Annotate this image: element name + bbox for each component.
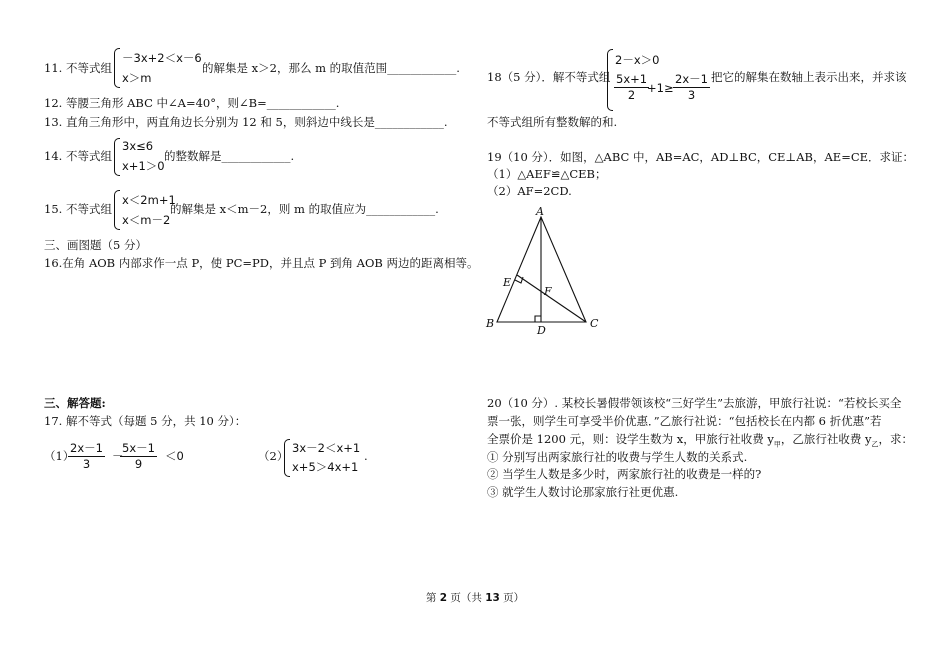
question-13: 13. 直角三角形中，两直角边长分别为 12 和 5，则斜边中线长是____________.	[44, 115, 448, 129]
q17-p2-row1: 3x－2＜x+1	[292, 441, 361, 455]
question-19-part2: （2）AF=2CD.	[487, 184, 572, 198]
q17-p1-fraction1	[68, 441, 105, 472]
q11-prefix: 11. 不等式组	[44, 61, 112, 75]
section-drawing-heading: 三、画图题（5 分）	[44, 238, 147, 252]
q18-row1: 2－x＞0	[615, 53, 660, 67]
q15-prefix: 15. 不等式组	[44, 202, 112, 216]
q18-fraction1	[614, 72, 649, 103]
q11-brace	[114, 48, 120, 88]
q18-prefix: 18（5 分）．解不等式组	[487, 70, 611, 84]
q17-p1-label: （1）	[44, 449, 75, 463]
q20-item1: ① 分别写出两家旅行社的收费与学生人数的关系式.	[487, 450, 748, 464]
q11-system	[114, 48, 204, 88]
question-12: 12. 等腰三角形 ABC 中∠A=40°，则∠B=____________.	[44, 96, 340, 110]
q11-row1: －3x+2＜x－6	[122, 51, 202, 65]
q14-brace	[114, 138, 120, 176]
q18-fraction1-numerator: 5x+1	[616, 72, 648, 86]
q17-p1-relation: ＜0	[165, 449, 184, 463]
q18-text: 把它的解集在数轴上表示出来，并求该	[711, 70, 907, 84]
q18-brace	[607, 49, 613, 111]
point-b-label: B	[486, 317, 495, 330]
q14-prefix: 14. 不等式组	[44, 149, 112, 163]
q14-row1: 3x≤6	[122, 139, 154, 153]
q15-brace	[114, 190, 120, 230]
q15-row1: x＜2m+1	[122, 193, 176, 207]
q17-p1-fraction2	[120, 441, 157, 472]
q17-p2-brace	[284, 439, 290, 477]
q14-text: 的整数解是____________.	[164, 149, 295, 163]
q20-line3: 全票价是 1200 元，则：设学生数为 x，甲旅行社收费 $y_甲$，乙旅行社收费 $y_乙$，求：	[487, 432, 914, 449]
q20-item2: ② 当学生人数是多少时，两家旅行社的收费是一样的?	[487, 467, 762, 481]
point-a-label: A	[536, 205, 544, 218]
q18-plus: +1≥	[647, 81, 674, 95]
q18-fraction1-denominator: 2	[627, 88, 636, 102]
fraction2-denominator: 9	[134, 457, 143, 471]
point-d-label: D	[537, 324, 546, 337]
q20-line2: 票一张，则学生可享受半价优惠．”乙旅行社说：“包括校长在内都 6 折优惠”若	[487, 414, 882, 428]
q11-text: 的解集是 x＞2，那么 m 的取值范围____________.	[202, 61, 460, 75]
q17-p2-system	[284, 439, 364, 477]
q17-p2-row2: x+5＞4x+1	[292, 460, 359, 474]
q20-line1: 20（10 分）. 某校长暑假带领该校“三好学生”去旅游，甲旅行社说：“若校长买全	[487, 396, 902, 410]
q14-row2: x+1＞0	[122, 159, 165, 173]
point-f-label: F	[544, 285, 552, 298]
fraction1-denominator: 3	[82, 457, 91, 471]
right-angle-d	[535, 316, 541, 322]
question-17-title: 17. 解不等式（每题 5 分，共 10 分）：	[44, 414, 247, 428]
q15-row2: x＜m－2	[122, 213, 171, 227]
q20-item3: ③ 就学生人数讨论那家旅行社更优惠.	[487, 485, 679, 499]
question-16: 16.在角 AOB 内部求作一点 P，使 PC=PD，并且点 P 到角 AOB 两边的距离相等。	[44, 256, 479, 270]
page-footer: 第 2 页（共 13 页）	[425, 592, 525, 604]
fraction1-numerator: 2x－1	[70, 441, 103, 455]
fraction2-numerator: 5x－1	[122, 441, 155, 455]
q11-row2: x＞m	[122, 71, 152, 85]
q15-text: 的解集是 x＜m－2，则 m 的取值应为____________.	[170, 202, 439, 216]
q17-p1-op: －	[112, 449, 124, 463]
q18-line2: 不等式组所有整数解的和.	[487, 115, 618, 129]
q17-p2-end: .	[364, 449, 368, 463]
question-19-part1: （1）△AEF≌△CEB；	[487, 167, 607, 181]
question-19-title: 19（10 分）．如图，△ABC 中，AB=AC，AD⊥BC，CE⊥AB，AE=CE．求证：	[487, 150, 915, 164]
section-answer-heading: 三、解答题:	[44, 396, 106, 410]
q18-fraction2-denominator: 3	[687, 88, 696, 102]
point-e-label: E	[503, 276, 512, 289]
q18-fraction2	[673, 72, 710, 103]
triangle-figure	[480, 203, 610, 338]
q18-fraction2-numerator: 2x－1	[675, 72, 708, 86]
q17-p2-label: （2）	[258, 449, 289, 463]
point-c-label: C	[590, 317, 599, 330]
